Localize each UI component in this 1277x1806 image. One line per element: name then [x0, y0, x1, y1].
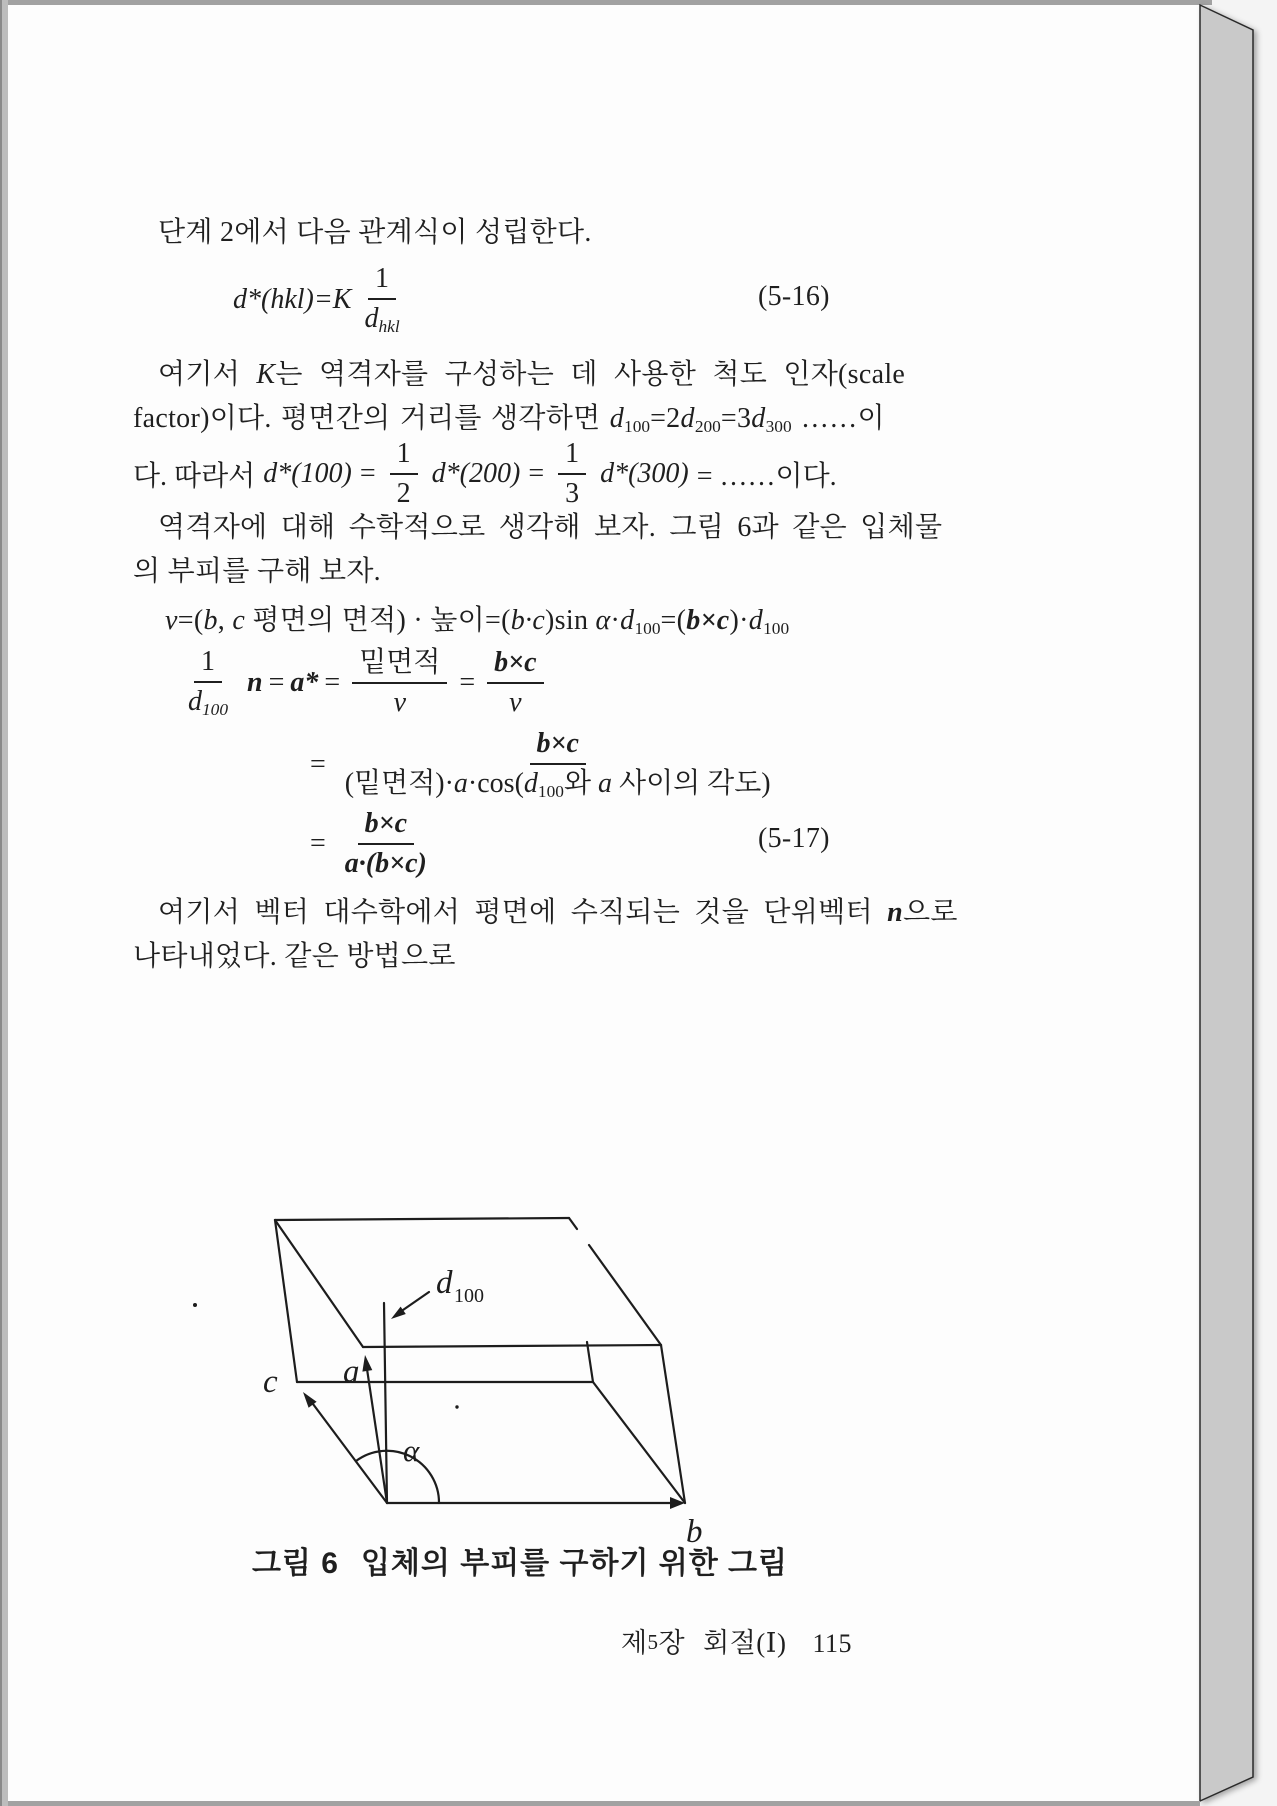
bxc-over-v-fraction: $\frac{b\times c}{v}$ [487, 647, 543, 719]
top-left-edge [275, 1220, 363, 1347]
figure-caption [140, 1538, 900, 1582]
right-back-edge [587, 1342, 593, 1382]
eq516-denominator: dhkl [364, 303, 400, 337]
page-edge-right [1195, 0, 1277, 1806]
equation-n-astar: $\frac{1}{d100}$ n = a* = $\frac{\text{밑면적}}{v}$ = $\frac{b\times c}{v}$ [175, 646, 550, 720]
equation-number-5-16: (5-16) [758, 281, 830, 312]
label-angle-alpha: α [403, 1433, 420, 1468]
label-vector-c: c [263, 1364, 278, 1400]
one-third-fraction: $\frac{1}{3}$ [558, 438, 586, 510]
top-right-edge-start [569, 1218, 577, 1229]
figure-6-diagram [158, 1190, 968, 1590]
cos-fraction: $\frac{b\times c}{\text{(밑면적)·a·cos(d100와 a 사이의 각도)}}$ [344, 728, 771, 802]
equation-number-5-17: (5-17) [758, 823, 830, 854]
figure-caption-number: 그림 6 [251, 1547, 339, 1580]
label-vector-b: b [686, 1514, 703, 1550]
right-front-edge [661, 1345, 685, 1503]
scan-speck [193, 1303, 197, 1307]
top-right-edge [589, 1245, 661, 1345]
scan-speck [455, 1405, 458, 1408]
left-vertical-edge [275, 1220, 297, 1382]
figure-caption-text: 입체의 부피를 구하기 위한 그림 [360, 1547, 789, 1580]
paragraph-4-line-2: 나타내었다. 같은 방법으로 [133, 941, 456, 972]
label-d100: d [436, 1265, 453, 1301]
footer-page-number: 115 [812, 1629, 852, 1658]
paragraph-4-line-1: 여기서 벡터 대수학에서 평면에 수직되는 것을 단위벡터 n으로 [158, 897, 958, 928]
label-d100-subscript: 100 [454, 1285, 484, 1307]
equation-volume: v=(b, c 평면의 면적) · 높이=(b·c)sin α·d100=(b×c)·d100 [165, 605, 790, 639]
eq516-lhs: d*(hkl)=K [233, 284, 352, 316]
d100-line [384, 1303, 387, 1503]
footer-chapter-title: 회절(Ⅰ) [703, 1628, 787, 1658]
equation-cos: = $\frac{b\times c}{\text{(밑면적)·a·cos(d100와 a 사이의 각도)}}$ [310, 728, 784, 802]
paragraph-2-line-2: factor)이다. 평면간의 거리를 생각하면 d100=2d200=3d300 ……이 [133, 403, 885, 437]
vector-a-arrowhead [362, 1355, 372, 1372]
d100-pointer-line [403, 1292, 429, 1310]
paragraph-2-line-1: 여기서 K는 역격자를 구성하는 데 사용한 척도 인자(scale [158, 359, 906, 390]
vector-a-line [367, 1369, 387, 1503]
page-edge-bottom [8, 1801, 1200, 1806]
footer-chapter: 제5장 [620, 1628, 686, 1658]
eq517-fraction: $\frac{b\times c}{a\cdot(b\times c)}$ [344, 808, 427, 880]
eq516-fraction [357, 263, 406, 337]
equation-5-16 [233, 263, 413, 337]
page-edge-left [0, 0, 8, 1806]
paragraph-2-line-3: 다. 따라서 d*(100) = $\frac{1}{2}$ d*(200) = $\frac{1}{3}$ d*(300) = ……이다. [133, 438, 837, 510]
paragraph-3-line-1: 역격자에 대해 수학적으로 생각해 보자. 그림 6과 같은 입체물 [158, 512, 943, 543]
paragraph-3-line-2: 의 부피를 구해 보자. [133, 556, 381, 587]
page-surface [8, 5, 1200, 1801]
top-front-edge [363, 1345, 661, 1347]
top-back-edge [275, 1218, 569, 1220]
bottom-right-edge [593, 1382, 685, 1503]
base-area-fraction: $\frac{\text{밑면적}}{v}$ [352, 647, 447, 719]
inv-d100-fraction: $\frac{1}{d100}$ [188, 646, 229, 720]
paragraph-1: 단계 2에서 다음 관계식이 성립한다. [158, 217, 592, 248]
eq516-numerator: 1 [368, 263, 396, 300]
label-vector-a: a [343, 1354, 360, 1390]
one-half-fraction: $\frac{1}{2}$ [390, 438, 418, 510]
page-footer [400, 1621, 852, 1660]
page-thickness-face [1200, 5, 1253, 1801]
equation-5-17: = $\frac{b\times c}{a\cdot(b\times c)}$ [310, 808, 440, 880]
